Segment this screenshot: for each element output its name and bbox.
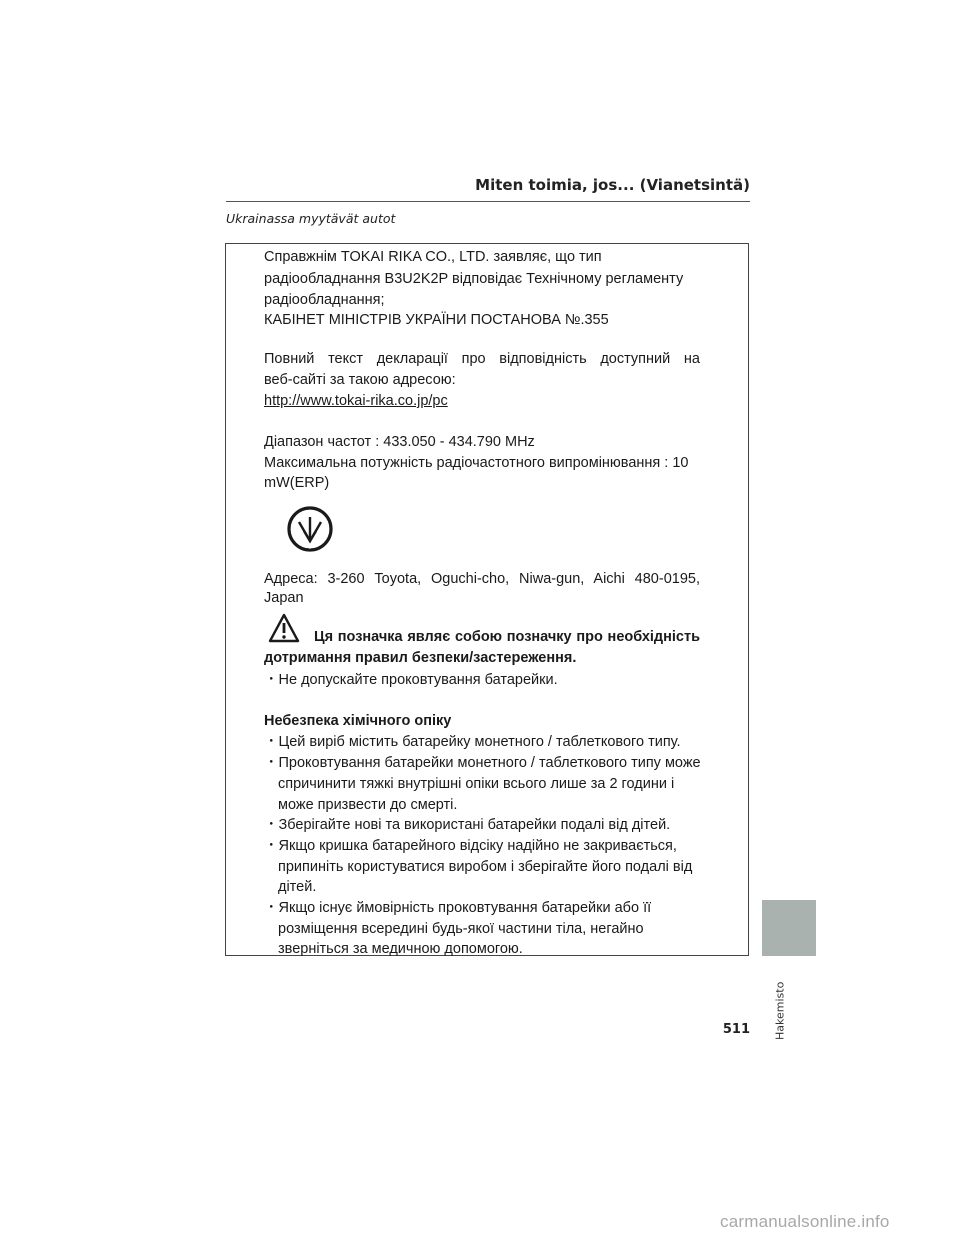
declaration-line: Справжнім TOKAI RIKA CO., LTD. заявляє, що тип <box>264 249 602 265</box>
bullet-continuation: дітей. <box>278 879 317 895</box>
address-line: Адреса: 3-260 Toyota, Oguchi-cho, Niwa-gun, Aichi 480-0195, <box>264 571 700 587</box>
warning-triangle-icon <box>268 613 300 643</box>
bullet-item: ・Не допускайте проковтування батарейки. <box>264 672 558 688</box>
ua-conformity-mark-icon <box>284 503 336 555</box>
section-label: Ukrainassa myytävät autot <box>226 211 396 226</box>
bullet-item: ・Якщо кришка батарейного відсіку надійно не закривається, <box>264 838 677 854</box>
bullet-continuation: може призвести до смерті. <box>278 797 458 813</box>
address-line: Japan <box>264 590 304 606</box>
bullet-item: ・Зберігайте нові та використані батарейки подалі від дітей. <box>264 817 671 833</box>
full-text-line: Повний текст декларації про відповідність доступний на <box>264 351 700 367</box>
bullet-continuation: спричинити тяжкі внутрішні опіки всього лише за 2 години і <box>278 776 675 792</box>
index-side-label: Hakemisto <box>773 981 787 1040</box>
max-power-line: mW(ERP) <box>264 475 330 491</box>
bullet-continuation: розміщення всередині будь-якої частини тіла, негайно <box>278 921 644 937</box>
hazard-title: Небезпека хімічного опіку <box>264 713 452 729</box>
warning-text-line: Ця позначка являє собою позначку про необхідність <box>314 629 700 645</box>
declaration-line: радіообладнання; <box>264 292 385 308</box>
warning-text-line: дотримання правил безпеки/застереження. <box>264 650 577 666</box>
max-power-line: Максимальна потужність радіочастотного випромінювання : 10 <box>264 455 689 471</box>
watermark-text: carmanualsonline.info <box>720 1212 890 1231</box>
page-header-title: Miten toimia, jos... (Vianetsintä) <box>475 176 750 194</box>
declaration-line: радіообладнання B3U2K2P відповідає Технічному регламенту <box>264 271 684 287</box>
bullet-item: ・Проковтування батарейки монетного / таблеткового типу може <box>264 755 701 771</box>
index-side-tab[interactable] <box>762 900 816 956</box>
bullet-continuation: зверніться за медичною допомогою. <box>278 941 523 957</box>
frequency-range: Діапазон частот : 433.050 - 434.790 MHz <box>264 434 535 450</box>
header-divider <box>226 201 750 202</box>
full-text-line: веб-сайті за такою адресою: <box>264 372 456 388</box>
bullet-item: ・Цей виріб містить батарейку монетного / таблеткового типу. <box>264 734 681 750</box>
declaration-url-link[interactable]: http://www.tokai-rika.co.jp/pc <box>264 393 448 409</box>
declaration-line: КАБІНЕТ МІНІСТРІВ УКРАЇНИ ПОСТАНОВА №.355 <box>264 312 609 328</box>
page-number: 511 <box>722 1022 750 1037</box>
bullet-item: ・Якщо існує ймовірність проковтування батарейки або її <box>264 900 652 916</box>
bullet-continuation: припиніть користуватися виробом і зберігайте його подалі від <box>278 859 693 875</box>
